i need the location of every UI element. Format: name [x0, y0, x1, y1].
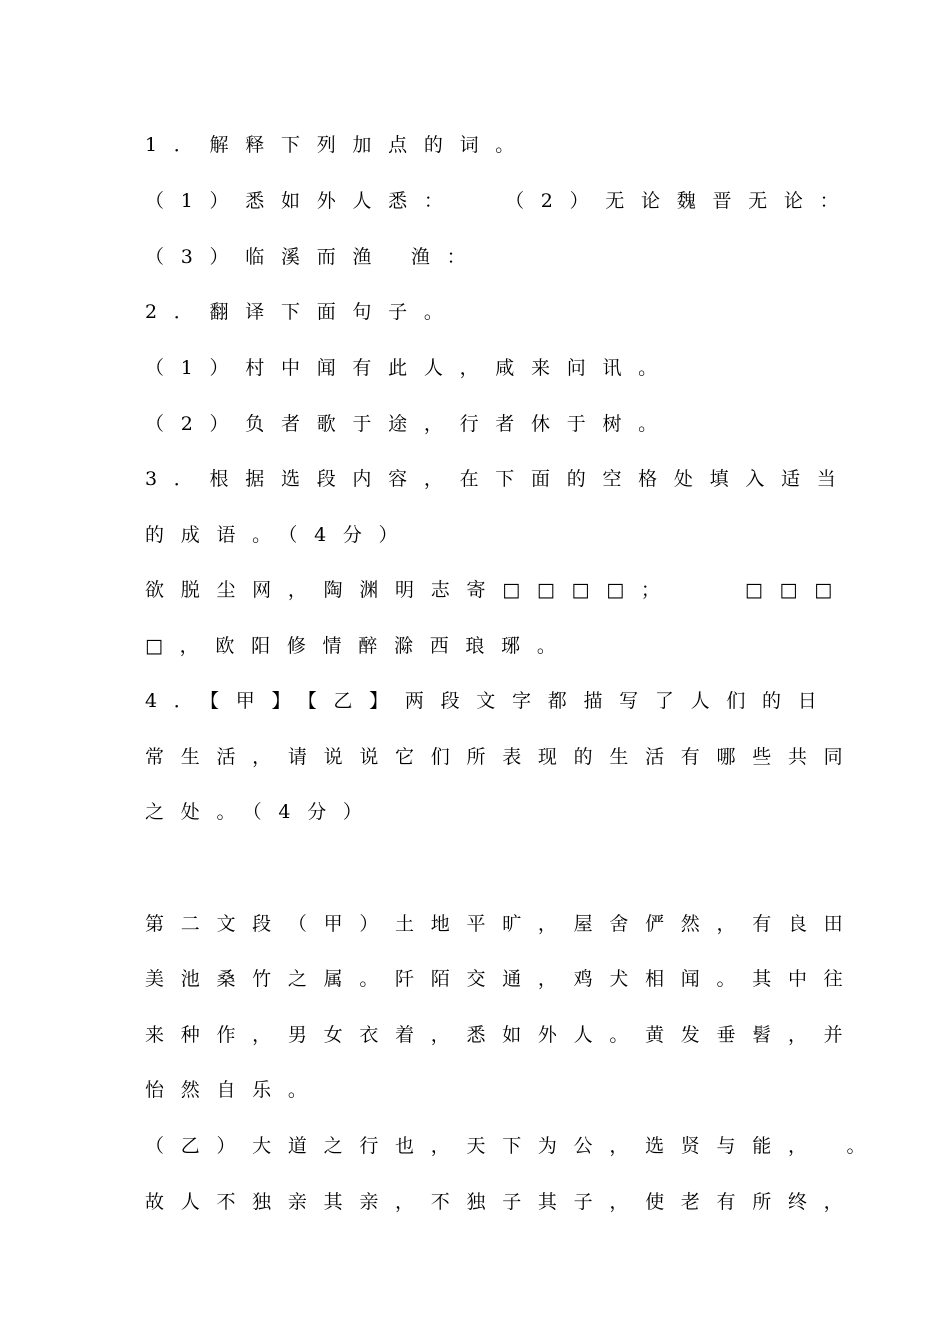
passage-jia-line-4: 怡然自乐。	[145, 1079, 324, 1101]
question-1-items-1-2: （1）悉如外人悉： （2）无论魏晋无论：	[145, 190, 856, 212]
question-4-heading-cont-2: 之处。（4分）	[145, 801, 379, 823]
question-3-blanks-line-2: □，欧阳修情醉滁西琅琊。	[145, 635, 573, 657]
question-2-item-1: （1）村中闻有此人，咸来问讯。	[145, 357, 674, 379]
question-2-heading: 2．翻译下面句子。	[145, 301, 460, 323]
question-1-item-3: （3）临溪而渔 渔：	[145, 246, 483, 268]
passage-jia-line-3: 来种作，男女衣着，悉如外人。黄发垂髫，并	[145, 1024, 860, 1046]
question-2-item-2: （2）负者歌于途，行者休于树。	[145, 413, 674, 435]
question-1-heading: 1．解释下列加点的词。	[145, 134, 532, 156]
question-4-heading: 4．【甲】【乙】两段文字都描写了人们的日	[145, 690, 834, 712]
question-3-blanks-line-1: 欲脱尘网，陶渊明志寄□□□□； □□□	[145, 579, 849, 601]
passage-jia-line-2: 美池桑竹之属。阡陌交通，鸡犬相闻。其中往	[145, 968, 860, 990]
passage-jia-line-1: 第二文段（甲）土地平旷，屋舍俨然，有良田	[145, 913, 860, 935]
question-3-heading-cont: 的成语。（4分）	[145, 524, 415, 546]
passage-yi-line-1: （乙）大道之行也，天下为公，选贤与能， 。	[145, 1135, 883, 1157]
question-4-heading-cont-1: 常生活，请说说它们所表现的生活有哪些共同	[145, 746, 860, 768]
passage-yi-line-2: 故人不独亲其亲，不独子其子，使老有所终，	[145, 1191, 860, 1213]
question-3-heading: 3．根据选段内容，在下面的空格处填入适当	[145, 468, 853, 490]
